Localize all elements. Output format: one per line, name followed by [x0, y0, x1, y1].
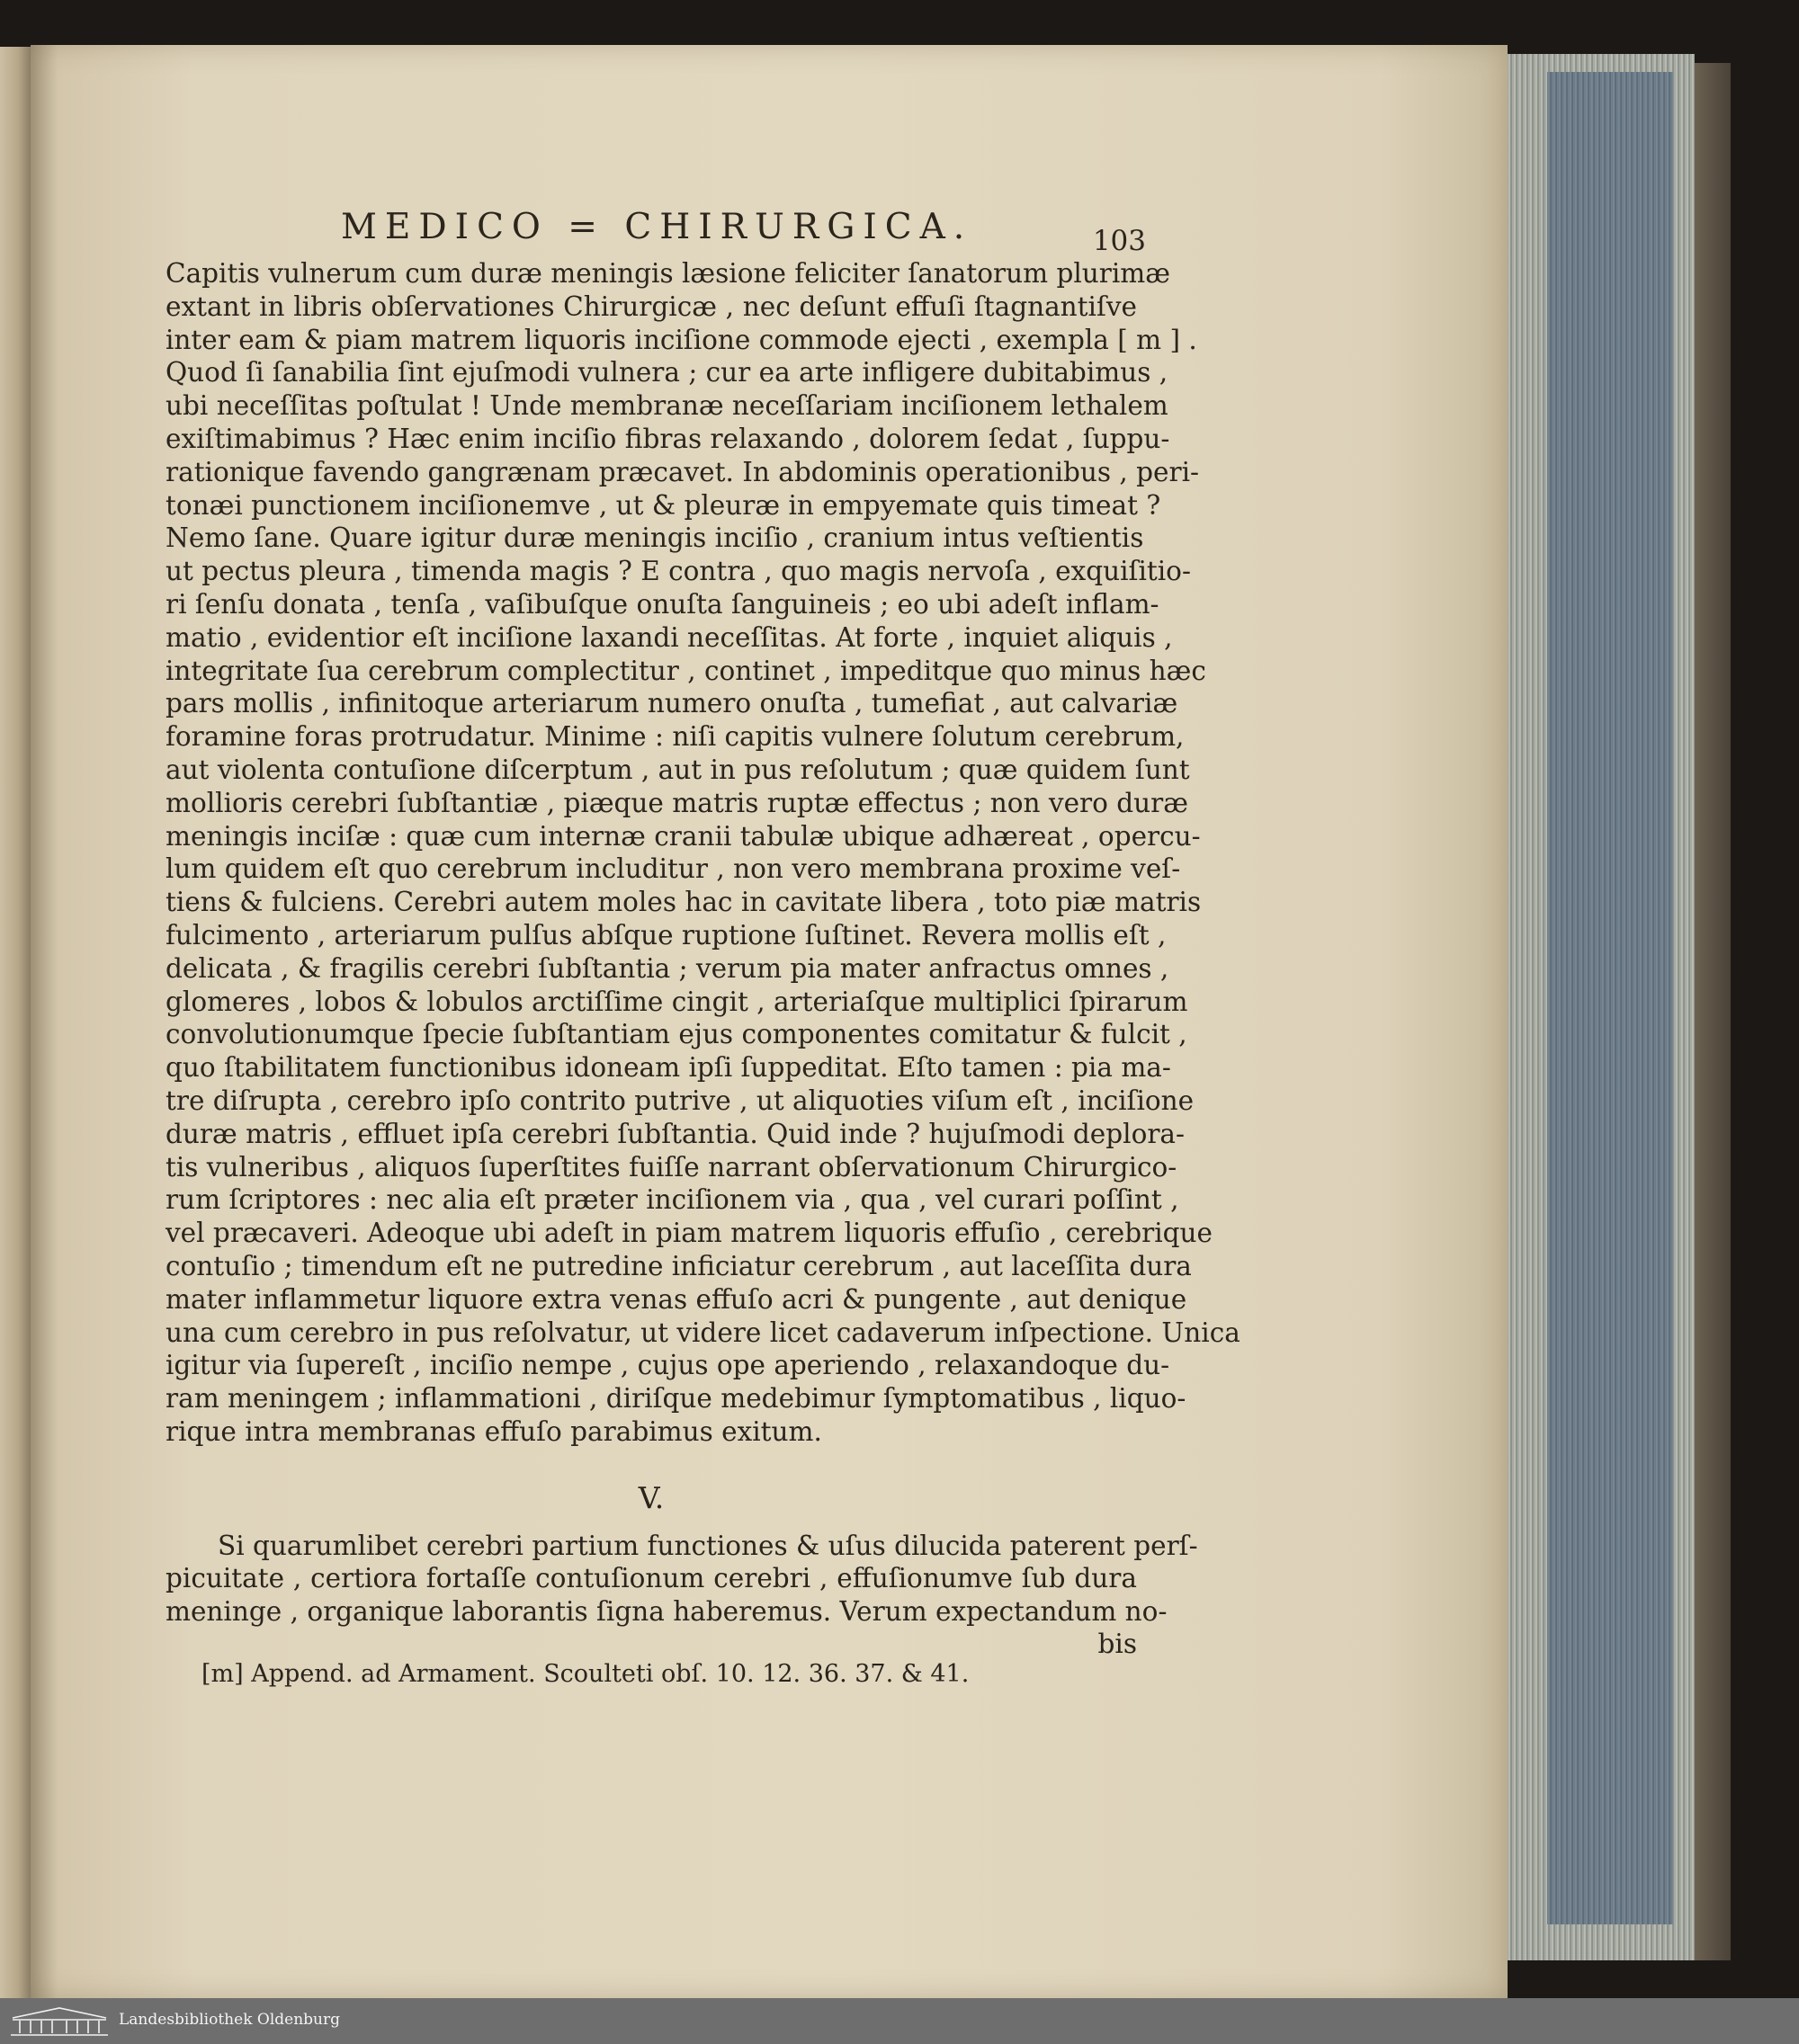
page-block-marbling	[1547, 72, 1673, 1924]
text-line: matio , evidentior eſt inciſione laxandi neceſſitas. At forte , inquiet aliquis ,	[166, 621, 1173, 653]
text-line: Quod ſi ſanabilia ſint ejuſmodi vulnera ; cur ea arte infligere dubitabimus ,	[166, 357, 1168, 388]
text-line: una cum cerebro in pus reſolvatur, ut videre licet cadaverum inſpectione. Unica	[166, 1317, 1240, 1348]
text-line: inter eam & piam matrem liquoris inciſione commode ejecti , exempla [ m ] .	[166, 324, 1197, 355]
footnote: [m] Append. ad Armament. Scoulteti obſ. 10. 12. 36. 37. & 41.	[201, 1660, 970, 1689]
text-line: tiens & fulciens. Cerebri autem moles hac in cavitate libera , toto piæ matris	[166, 887, 1202, 918]
body-paragraph	[166, 257, 1240, 1449]
text-line: mollioris cerebri ſubſtantiæ , piæque matris ruptæ effectus ; non vero duræ	[166, 787, 1188, 818]
library-building-icon	[9, 2005, 110, 2038]
text-line: ut pectus pleura , timenda magis ? E contra , quo magis nervoſa , exquiſitio-	[166, 556, 1191, 587]
text-line: meninge , organique laborantis ſigna haberemus. Verum expectandum no-	[166, 1596, 1168, 1628]
running-head	[166, 207, 1146, 257]
book-cover-edge	[1695, 63, 1731, 1960]
text-line: exiſtimabimus ? Hæc enim inciſio fibras relaxando , dolorem ſedat , ſuppu-	[166, 423, 1170, 454]
text-line: vel præcaveri. Adeoque ubi adeſt in piam matrem liquoris effuſio , cerebrique	[166, 1218, 1213, 1249]
text-line: mater inflammetur liquore extra venas effuſo acri & pungente , aut denique	[166, 1283, 1187, 1315]
text-line: ri ſenſu donata , tenſa , vaſibuſque onuſta ſanguineis ; eo ubi adeſt inflam-	[166, 588, 1159, 620]
text-line: tre diſrupta , cerebro ipſo contrito putrive , ut aliquoties viſum eſt , inciſione	[166, 1084, 1195, 1116]
text-line: Si quarumlibet cerebri partium functiones & uſus dilucida paterent perſ-	[218, 1530, 1198, 1561]
left-page-edge	[0, 47, 31, 1998]
text-line: quo ſtabilitatem functionibus idoneam ipſi ſuppeditat. Eſto tamen : pia ma-	[166, 1052, 1171, 1084]
page-number: 103	[1092, 225, 1146, 257]
text-line: glomeres , lobos & lobulos arctiſſime cingit , arteriaſque multiplici ſpirarum	[166, 986, 1188, 1017]
footer-bar	[0, 1998, 1799, 2044]
text-line: picuitate , certiora fortaſſe contuſionum cerebri , effuſionumve ſub dura	[166, 1563, 1137, 1594]
section-heading: V.	[638, 1479, 665, 1515]
running-head-title: MEDICO = CHIRURGICA.	[341, 207, 973, 247]
text-line: rum ſcriptores : nec alia eſt præter inciſionem via , qua , vel curari poſſint ,	[166, 1184, 1179, 1216]
text-line: fulcimento , arteriarum pulſus abſque ruptione ſuſtinet. Revera mollis eſt ,	[166, 919, 1167, 951]
text-line: aut violenta contuſione diſcerptum , aut in pus reſolutum ; quæ quidem ſunt	[166, 754, 1190, 785]
text-line: lum quidem eſt quo cerebrum includitur , non vero membrana proxime veſ-	[166, 853, 1181, 885]
book-page	[31, 45, 1508, 1998]
text-line: convolutionumque ſpecie ſubſtantiam ejus componentes comitatur & fulcit ,	[166, 1019, 1187, 1050]
text-line: igitur via ſupereſt , inciſio nempe , cujus ope aperiendo , relaxandoque du-	[166, 1350, 1170, 1381]
library-name: Landesbibliothek Oldenburg	[119, 2011, 341, 2029]
text-line: ubi neceſſitas poſtulat ! Unde membranæ neceſſariam inciſionem lethalem	[166, 390, 1168, 422]
catchword: bis	[1097, 1629, 1137, 1660]
text-line: rique intra membranas effuſo parabimus exitum.	[166, 1415, 822, 1447]
text-line: pars mollis , infinitoque arteriarum numero onuſta , tumefiat , aut calvariæ	[166, 688, 1178, 719]
text-line: contuſio ; timendum eſt ne putredine inficiatur cerebrum , aut laceſſita dura	[166, 1250, 1192, 1281]
text-line: Nemo ſane. Quare igitur duræ meningis inciſio , cranium intus veſtientis	[166, 522, 1144, 554]
text-line: integritate ſua cerebrum complectitur , continet , impeditque quo minus hæc	[166, 655, 1206, 686]
text-line: foramine foras protrudatur. Minime : niſi capitis vulnere ſolutum cerebrum,	[166, 721, 1185, 753]
text-line: extant in libris obſervationes Chirurgicæ , nec deſunt effuſi ſtagnantiſve	[166, 290, 1137, 322]
text-line: duræ matris , effluet ipſa cerebri ſubſtantia. Quid inde ? hujuſmodi deplora-	[166, 1118, 1185, 1149]
text-line: meningis inciſæ : quæ cum internæ cranii tabulæ ubique adhæreat , opercu-	[166, 820, 1201, 852]
text-line: delicata , & fragilis cerebri ſubſtantia ; verum pia mater anfractus omnes ,	[166, 952, 1169, 984]
text-line: tis vulneribus , aliquos ſuperſtites fuiſſe narrant obſervationum Chirurgico-	[166, 1151, 1177, 1183]
text-line: ram meningem ; inflammationi , diriſque medebimur ſymptomatibus , liquo-	[166, 1383, 1186, 1415]
text-line: rationique favendo gangrænam præcavet. In abdominis operationibus , peri-	[166, 456, 1200, 487]
text-line: Capitis vulnerum cum duræ meningis læsione feliciter ſanatorum plurimæ	[166, 258, 1170, 289]
text-line: tonæi punctionem inciſionemve , ut & pleuræ in empyemate quis timeat ?	[166, 489, 1161, 521]
section-paragraph	[166, 1530, 1198, 1629]
text-block	[166, 207, 1240, 1690]
